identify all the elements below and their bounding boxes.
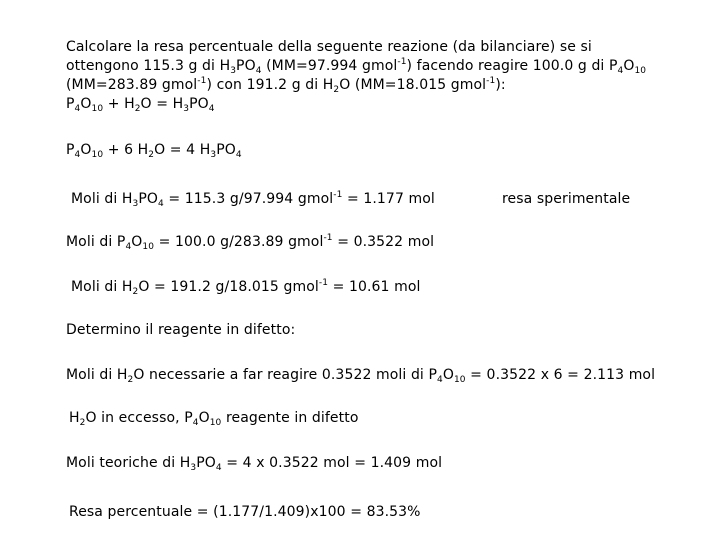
text-fragment: PO <box>138 191 159 207</box>
subscript: 4 <box>235 150 242 160</box>
subscript: 2 <box>132 287 139 297</box>
percent-yield <box>69 503 421 521</box>
text-fragment: O <box>80 96 92 112</box>
problem-text: Calcolare la resa percentuale della seguente reazione (da bilanciare) se si <box>66 39 592 55</box>
text-fragment: ) facendo reagire 100.0 g di P <box>406 58 618 74</box>
text-fragment: = 10.61 mol <box>328 279 421 295</box>
subscript: 10 <box>209 418 222 428</box>
subscript: 4 <box>74 104 81 114</box>
experimental-yield-text: resa sperimentale <box>502 191 631 207</box>
text-fragment: Moli di H <box>71 191 133 207</box>
h2o-needed <box>66 366 655 384</box>
problem-line-3 <box>66 76 506 94</box>
subscript: 4 <box>208 104 215 114</box>
text-fragment: Moli di P <box>66 234 126 250</box>
superscript: -1 <box>318 278 329 288</box>
text-fragment: Moli di H <box>71 279 133 295</box>
text-fragment: ottengono 115.3 g di H <box>66 58 231 74</box>
subscript: 3 <box>132 199 139 209</box>
text-fragment: O <box>623 58 635 74</box>
text-fragment: = 0.3522 mol <box>332 234 435 250</box>
subscript: 2 <box>134 104 141 114</box>
limiting-reagent-heading <box>66 321 295 339</box>
balanced-equation <box>66 141 242 159</box>
excess-statement <box>69 409 358 427</box>
subscript: 10 <box>91 104 104 114</box>
subscript: 4 <box>192 418 199 428</box>
percent-yield-text: Resa percentuale = (1.177/1.409)x100 = 83.53% <box>69 504 421 520</box>
subscript: 2 <box>333 85 340 95</box>
subscript: 10 <box>91 150 104 160</box>
superscript: -1 <box>333 190 343 200</box>
text-fragment: + 6 H <box>103 142 149 158</box>
text-fragment: O <box>198 410 210 426</box>
text-fragment: O <box>80 142 92 158</box>
heading-text: Determino il reagente in difetto: <box>66 322 296 338</box>
text-fragment: O <box>442 367 454 383</box>
subscript: 4 <box>215 463 222 473</box>
subscript: 10 <box>142 242 155 252</box>
subscript: 10 <box>453 375 466 385</box>
moles-p4o10 <box>66 233 434 251</box>
subscript: 4 <box>158 199 164 209</box>
moles-h3po4 <box>71 190 435 208</box>
text-fragment: reagente in difetto <box>221 410 359 426</box>
text-fragment: O <box>131 234 143 250</box>
text-fragment: O = H <box>140 96 184 112</box>
subscript: 4 <box>74 150 81 160</box>
text-fragment: O (MM=18.015 gmol <box>339 77 487 93</box>
subscript: 2 <box>79 418 86 428</box>
text-fragment: (MM=97.994 gmol <box>261 58 398 74</box>
text-fragment: Moli di H <box>66 367 128 383</box>
superscript: -1 <box>397 57 407 67</box>
superscript: -1 <box>486 76 496 86</box>
subscript: 10 <box>634 66 647 76</box>
problem-equation <box>66 95 215 113</box>
text-fragment: + H <box>103 96 135 112</box>
subscript: 2 <box>148 150 155 160</box>
problem-line-2 <box>66 57 646 75</box>
subscript: 3 <box>190 463 197 473</box>
text-fragment: = 115.3 g/97.994 gmol <box>163 191 334 207</box>
superscript: -1 <box>197 76 207 86</box>
subscript: 3 <box>183 104 190 114</box>
text-fragment: O = 191.2 g/18.015 gmol <box>138 279 319 295</box>
subscript: 2 <box>127 375 134 385</box>
text-fragment: PO <box>216 142 236 158</box>
subscript: 4 <box>125 242 132 252</box>
text-fragment: PO <box>196 455 216 471</box>
text-fragment: ) con 191.2 g di H <box>206 77 334 93</box>
text-fragment: PO <box>236 58 256 74</box>
text-fragment: = 1.177 mol <box>342 191 435 207</box>
subscript: 4 <box>617 66 624 76</box>
theoretical-moles <box>66 454 442 472</box>
moles-h2o <box>71 278 421 296</box>
text-fragment: O necessarie a far reagire 0.3522 moli di P <box>133 367 438 383</box>
subscript: 3 <box>230 66 237 76</box>
text-fragment: O in eccesso, P <box>85 410 193 426</box>
text-fragment: = 4 x 0.3522 mol = 1.409 mol <box>221 455 443 471</box>
text-fragment: P <box>66 142 75 158</box>
subscript: 4 <box>255 66 262 76</box>
text-fragment: = 100.0 g/283.89 gmol <box>154 234 324 250</box>
subscript: 4 <box>437 375 443 385</box>
problem-line-1 <box>66 38 592 56</box>
text-fragment: ): <box>495 77 506 93</box>
text-fragment: PO <box>189 96 209 112</box>
subscript: 3 <box>210 150 217 160</box>
text-fragment: = 0.3522 x 6 = 2.113 mol <box>465 367 656 383</box>
text-fragment: P <box>66 96 75 112</box>
text-fragment: O = 4 H <box>154 142 211 158</box>
text-fragment: Moli teoriche di H <box>66 455 191 471</box>
superscript: -1 <box>323 233 333 243</box>
text-fragment: H <box>69 410 80 426</box>
experimental-yield-label <box>502 190 630 208</box>
text-fragment: (MM=283.89 gmol <box>66 77 198 93</box>
